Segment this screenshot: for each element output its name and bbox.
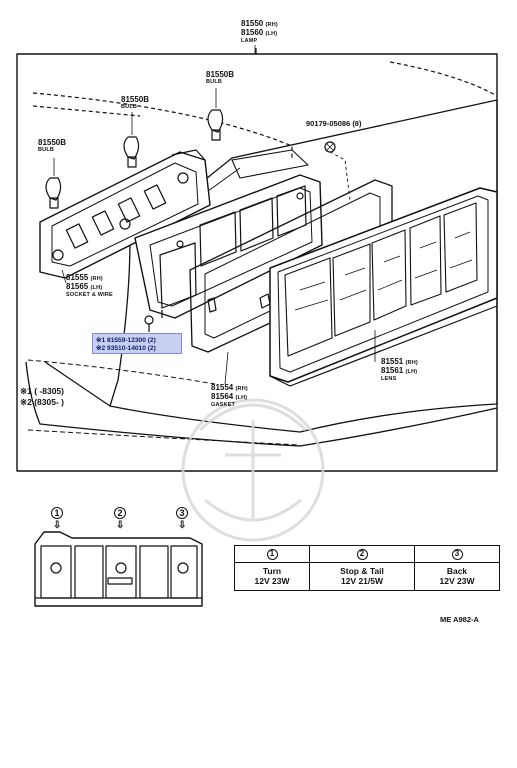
lamp-rh: (RH) <box>265 22 278 28</box>
bulb-mid-art <box>124 112 139 167</box>
gasket-lh: (LH) <box>235 395 248 401</box>
socket-lh: (LH) <box>90 285 103 291</box>
callout-line-1: ※1 81559-12300 (2) <box>96 337 156 344</box>
bulb-right-art <box>208 88 223 140</box>
table-spec-1: 12V 23W <box>254 575 290 586</box>
screw-pn: 90179-05086 <box>306 119 351 128</box>
note-2: ※2 (8305- ) <box>20 397 64 407</box>
screw-qty: (8) <box>352 119 362 128</box>
lamp-pn-rh: 81550 <box>241 19 264 28</box>
table-cell <box>415 563 499 590</box>
down-arrow-icon: ⇩ <box>116 520 125 531</box>
table-cell <box>235 563 309 590</box>
screw-label <box>306 120 361 128</box>
socket-label-lh <box>66 283 102 292</box>
table-column <box>309 546 414 590</box>
table-column <box>235 546 309 590</box>
table-num-2: 2 <box>357 549 368 560</box>
table-column <box>414 546 499 590</box>
table-function-3: Back <box>446 565 468 576</box>
gasket-name: GASKET <box>211 402 236 408</box>
position-marker-1: 1 <box>51 507 63 519</box>
table-num-3: 3 <box>452 549 463 560</box>
lens-name: LENS <box>381 376 397 382</box>
bulb-left-name: BULB <box>38 147 55 153</box>
watermark-emblem <box>183 400 323 540</box>
table-cell <box>310 563 414 590</box>
table-function-1: Turn <box>262 565 282 576</box>
bulb-mid-pn: 81550B <box>121 95 150 104</box>
lamp-lh: (LH) <box>265 31 278 37</box>
table-spec-2: 12V 21/5W <box>340 575 384 586</box>
note-1: ※1 ( -8305) <box>20 386 64 396</box>
callout-line-2: ※2 93510-14010 (2) <box>96 345 156 352</box>
lamp-name: LAMP <box>241 38 258 44</box>
lens-label-lh <box>381 367 417 376</box>
bulb-left-art <box>46 158 61 208</box>
table-header-cell <box>415 546 499 563</box>
down-arrow-icon: ⇩ <box>178 520 187 531</box>
lens-rh: (RH) <box>405 360 418 366</box>
gasket-pn-lh: 81564 <box>211 392 234 401</box>
socket-pn-rh: 81555 <box>66 273 89 282</box>
bulb-left-pn: 81550B <box>38 138 67 147</box>
highlighted-part-callout[interactable] <box>92 333 182 354</box>
table-header-cell <box>310 546 414 563</box>
gasket-label-lh <box>211 393 247 402</box>
gasket-rh: (RH) <box>235 386 248 392</box>
position-marker-2: 2 <box>114 507 126 519</box>
position-marker-3: 3 <box>176 507 188 519</box>
bulb-mid-name: BULB <box>121 104 138 110</box>
bulb-right-name: BULB <box>206 79 223 85</box>
socket-pn-lh: 81565 <box>66 282 89 291</box>
table-spec-3: 12V 23W <box>439 575 475 586</box>
lens-pn-lh: 81561 <box>381 366 404 375</box>
socket-rh: (RH) <box>90 276 103 282</box>
screw-art <box>325 142 350 200</box>
table-num-1: 1 <box>267 549 278 560</box>
socket-name: SOCKET & WIRE <box>66 292 113 298</box>
bumper-outline <box>33 93 292 160</box>
figure-code: ME A982-A <box>440 615 479 624</box>
lamp-pn-lh: 81560 <box>241 28 264 37</box>
gasket-pn-rh: 81554 <box>211 383 234 392</box>
bulb-spec-table <box>234 545 500 591</box>
bulb-right-pn: 81550B <box>206 70 235 79</box>
table-function-2: Stop & Tail <box>340 565 384 576</box>
down-arrow-icon: ⇩ <box>53 520 62 531</box>
lamp-label-lh <box>241 29 277 38</box>
position-diagram <box>35 532 202 606</box>
lens-lh: (LH) <box>405 369 418 375</box>
lens-pn-rh: 81551 <box>381 357 404 366</box>
body-panel <box>232 150 308 178</box>
table-header-cell <box>235 546 309 563</box>
